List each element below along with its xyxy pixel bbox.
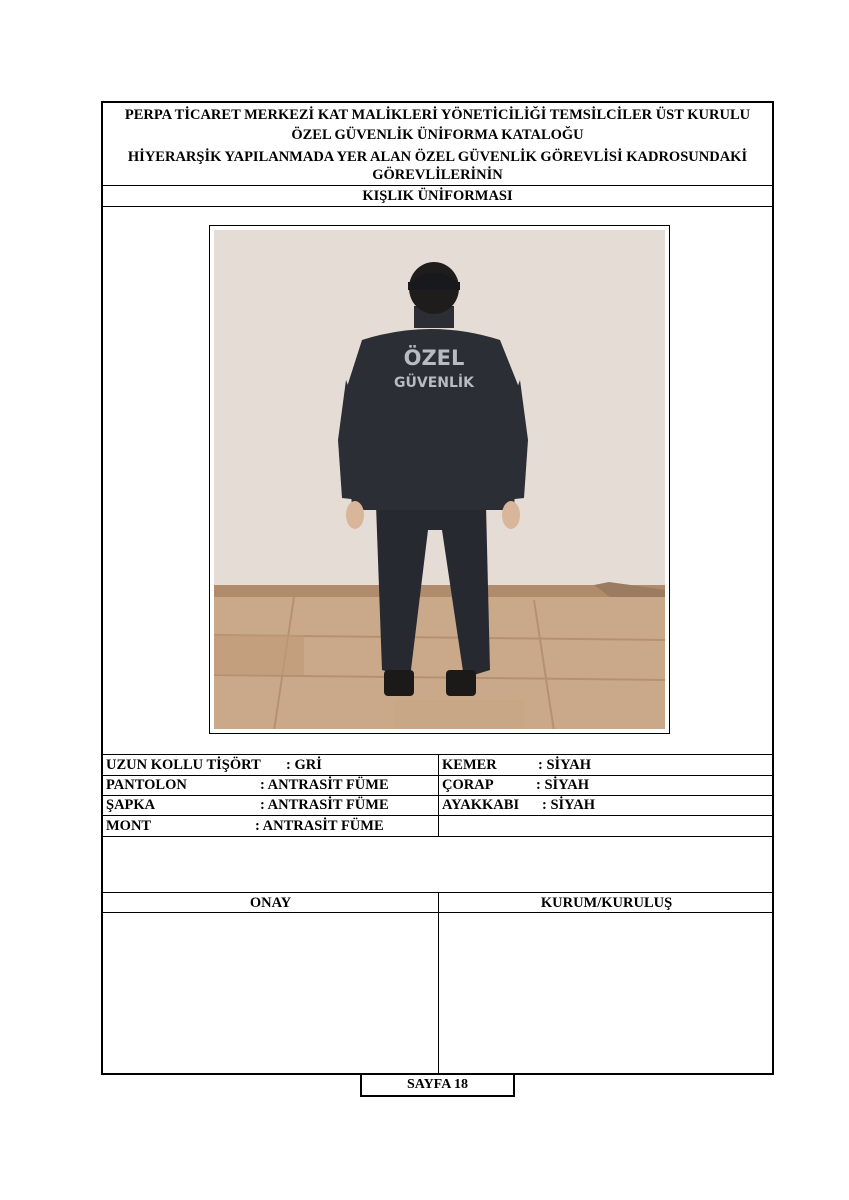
- item-label-socks: ÇORAP: [442, 777, 494, 793]
- item-value-shoes: : SİYAH: [542, 797, 596, 813]
- uniform-photo: [214, 230, 665, 729]
- jacket-print-line-2: GÜVENLİK: [394, 375, 474, 391]
- header-line-4: GÖREVLİLERİNİN: [372, 167, 503, 183]
- item-value-jacket: : ANTRASİT FÜME: [255, 818, 384, 834]
- header-line-1: PERPA TİCARET MERKEZİ KAT MALİKLERİ YÖNETİCİLİĞİ TEMSİLCİLER ÜST KURULU: [124, 107, 751, 123]
- uniform-photo-illustration: [214, 230, 665, 729]
- header-line-2: ÖZEL GÜVENLİK ÜNİFORMA KATALOĞU: [291, 127, 584, 143]
- divider: [103, 185, 772, 186]
- divider: [103, 836, 772, 837]
- approval-header: ONAY: [249, 895, 292, 911]
- item-label-tshirt: UZUN KOLLU TİŞÖRT: [106, 757, 261, 773]
- item-label-jacket: MONT: [106, 818, 152, 834]
- item-value-socks: : SİYAH: [536, 777, 590, 793]
- uniform-photo-frame: [209, 225, 670, 734]
- item-label-shoes: AYAKKABI: [442, 797, 520, 813]
- catalog-page-frame: [101, 101, 774, 1075]
- item-label-cap: ŞAPKA: [106, 797, 156, 813]
- institution-header: KURUM/KURULUŞ: [540, 895, 673, 911]
- institution-signature-area: [439, 913, 774, 1073]
- section-title: KIŞLIK ÜNİFORMASI: [362, 188, 513, 204]
- item-value-trousers: : ANTRASİT FÜME: [260, 777, 389, 793]
- item-value-belt: : SİYAH: [538, 757, 592, 773]
- item-label-belt: KEMER: [442, 757, 497, 773]
- divider: [103, 206, 772, 207]
- approval-signature-area: [103, 913, 438, 1073]
- page-number: SAYFA 18: [360, 1075, 515, 1097]
- jacket-print-line-1: ÖZEL: [403, 346, 465, 370]
- column-divider: [438, 754, 439, 836]
- item-value-cap: : ANTRASİT FÜME: [260, 797, 389, 813]
- item-value-tshirt: : GRİ: [286, 757, 322, 773]
- item-label-trousers: PANTOLON: [106, 777, 187, 793]
- header-line-3: HİYERARŞİK YAPILANMADA YER ALAN ÖZEL GÜVENLİK GÖREVLİSİ KADROSUNDAKİ: [127, 149, 748, 165]
